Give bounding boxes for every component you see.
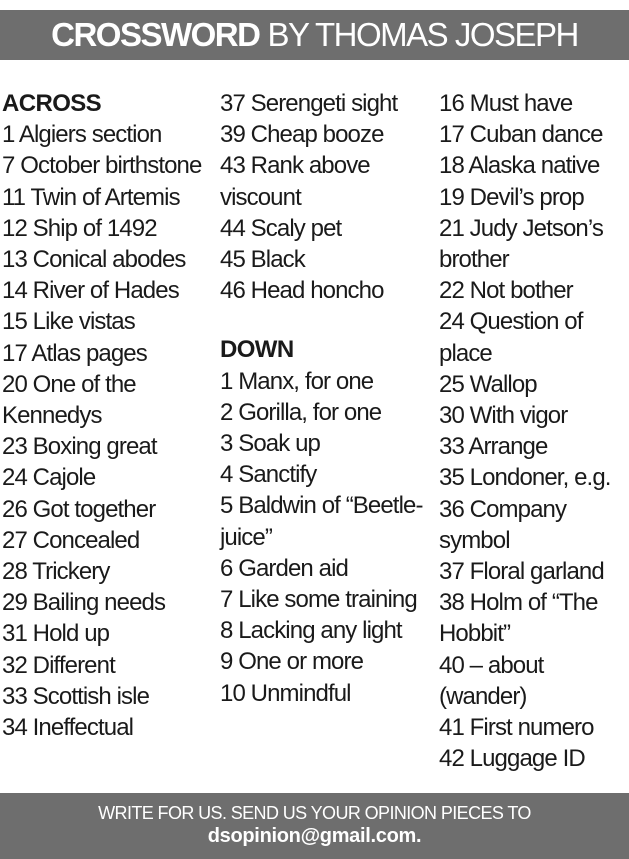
across-clue: 27 Concealed: [2, 526, 140, 554]
across-clue: 13 Conical abodes: [2, 246, 186, 274]
across-clue: 1 Algiers section: [2, 121, 162, 149]
down-clue: 41 First numero: [439, 714, 594, 742]
across-clue: 39 Cheap booze: [220, 121, 384, 149]
down-clue: 5 Baldwin of “Beetle-juice”: [220, 492, 423, 551]
across-clue: 14 River of Hades: [2, 277, 179, 305]
across-clue: 44 Scaly pet: [220, 214, 342, 242]
across-clue: 33 Scottish isle: [2, 682, 150, 710]
column-1: [2, 88, 214, 743]
title-crossword: CROSSWORD: [51, 16, 260, 53]
down-clue: 7 Like some training: [220, 586, 417, 614]
down-clue: 3 Soak up: [220, 430, 320, 458]
opinion-footer-bar: [0, 793, 629, 859]
down-clue: 24 Question of place: [439, 308, 583, 367]
across-clue: 17 Atlas pages: [2, 339, 147, 367]
down-clue: 21 Judy Jetson’s brother: [439, 214, 603, 274]
across-clue: 7 October birthstone: [2, 152, 202, 180]
down-clue: 16 Must have: [439, 90, 573, 117]
down-clue: 18 Alaska native: [439, 152, 600, 180]
across-clue: 15 Like vistas: [2, 308, 135, 336]
column-3: [439, 88, 629, 774]
column-2: [220, 88, 430, 709]
across-clue: 43 Rank above viscount: [220, 152, 370, 211]
down-clue: 19 Devil’s prop: [439, 183, 584, 211]
down-clue: 37 Floral garland: [439, 558, 604, 586]
down-clue: 1 Manx, for one: [220, 367, 374, 395]
across-clue: 26 Got together: [2, 495, 156, 523]
across-heading: ACROSS: [2, 90, 102, 117]
section-spacer: [220, 306, 430, 334]
down-clue: 22 Not bother: [439, 277, 573, 305]
down-clue: 8 Lacking any light: [220, 617, 402, 645]
across-clue: 45 Black: [220, 246, 305, 274]
footer-callout: WRITE FOR US. SEND US YOUR OPINION PIECES TO: [98, 803, 531, 823]
down-clue: 17 Cuban dance: [439, 121, 603, 149]
across-clue: 28 Trickery: [2, 558, 110, 586]
down-clue: 25 Wallop: [439, 370, 537, 398]
down-clue: 36 Company symbol: [439, 495, 567, 554]
puzzle-title-bar: [0, 10, 629, 60]
across-clue: 12 Ship of 1492: [2, 214, 157, 242]
down-clue: 9 One or more: [220, 648, 364, 676]
down-heading: DOWN: [220, 336, 294, 364]
across-clue: 46 Head honcho: [220, 277, 384, 305]
footer-email: dsopinion@gmail.com.: [207, 825, 422, 847]
across-clue: 31 Hold up: [2, 620, 110, 648]
across-clue: 34 Ineffectual: [2, 714, 134, 742]
down-clue: 42 Luggage ID: [439, 745, 585, 773]
across-clue: 29 Bailing needs: [2, 589, 166, 617]
across-clue: 37 Serengeti sight: [220, 90, 398, 117]
title-byline: BY THOMAS JOSEPH: [267, 16, 578, 53]
down-clue: 10 Unmindful: [220, 679, 351, 707]
across-clue: 24 Cajole: [2, 464, 96, 492]
down-clue: 40 – about (wander): [439, 651, 544, 710]
down-clue: 2 Gorilla, for one: [220, 398, 382, 426]
down-clue: 30 With vigor: [439, 402, 568, 430]
down-clue: 35 Londoner, e.g.: [439, 464, 611, 492]
across-clue: 11 Twin of Artemis: [2, 183, 180, 211]
down-clue: 38 Holm of “The Hobbit”: [439, 589, 598, 648]
across-clue: 20 One of the Kennedys: [2, 370, 136, 430]
down-clue: 6 Garden aid: [220, 554, 348, 582]
down-clue: 4 Sanctify: [220, 461, 317, 489]
down-clue: 33 Arrange: [439, 433, 548, 461]
across-clue: 32 Different: [2, 651, 115, 679]
across-clue: 23 Boxing great: [2, 433, 157, 461]
